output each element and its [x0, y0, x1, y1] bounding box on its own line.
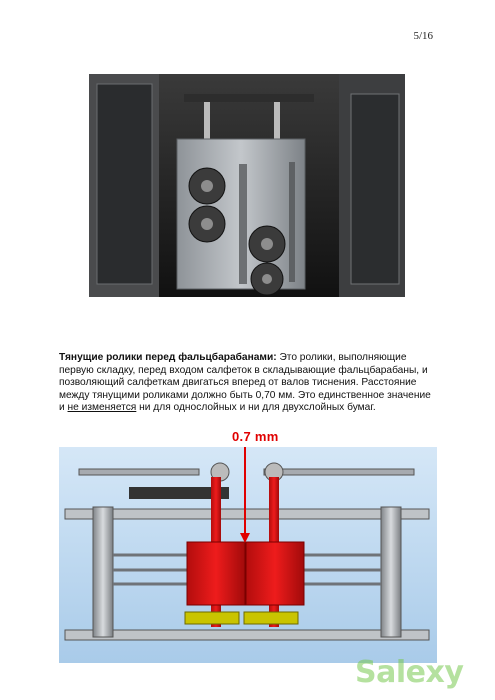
paragraph-text-2: ни для однослойных и ни для двухслойных бумаг. — [136, 402, 376, 414]
description-paragraph — [59, 352, 439, 415]
page-number: 5/16 — [413, 30, 433, 42]
watermark-logo: Salexy — [355, 655, 464, 690]
roller-render — [59, 447, 437, 663]
paragraph-text-1: Это ролики, выполняющие первую складку, перед входом салфеток в складывающие фальцбарабаны, и позволяющий салфеткам двигаться вперед от валов тиснения. Расстояние между тянущими роликами должно быть 0,70 мм. Это единственное значение и — [59, 352, 431, 414]
machine-photo — [89, 74, 405, 297]
paragraph-underlined: не изменяется — [67, 402, 137, 414]
paragraph-heading: Тянущие ролики перед фальцбарабанами: — [59, 352, 277, 363]
dimension-label: 0.7 mm — [232, 429, 279, 444]
